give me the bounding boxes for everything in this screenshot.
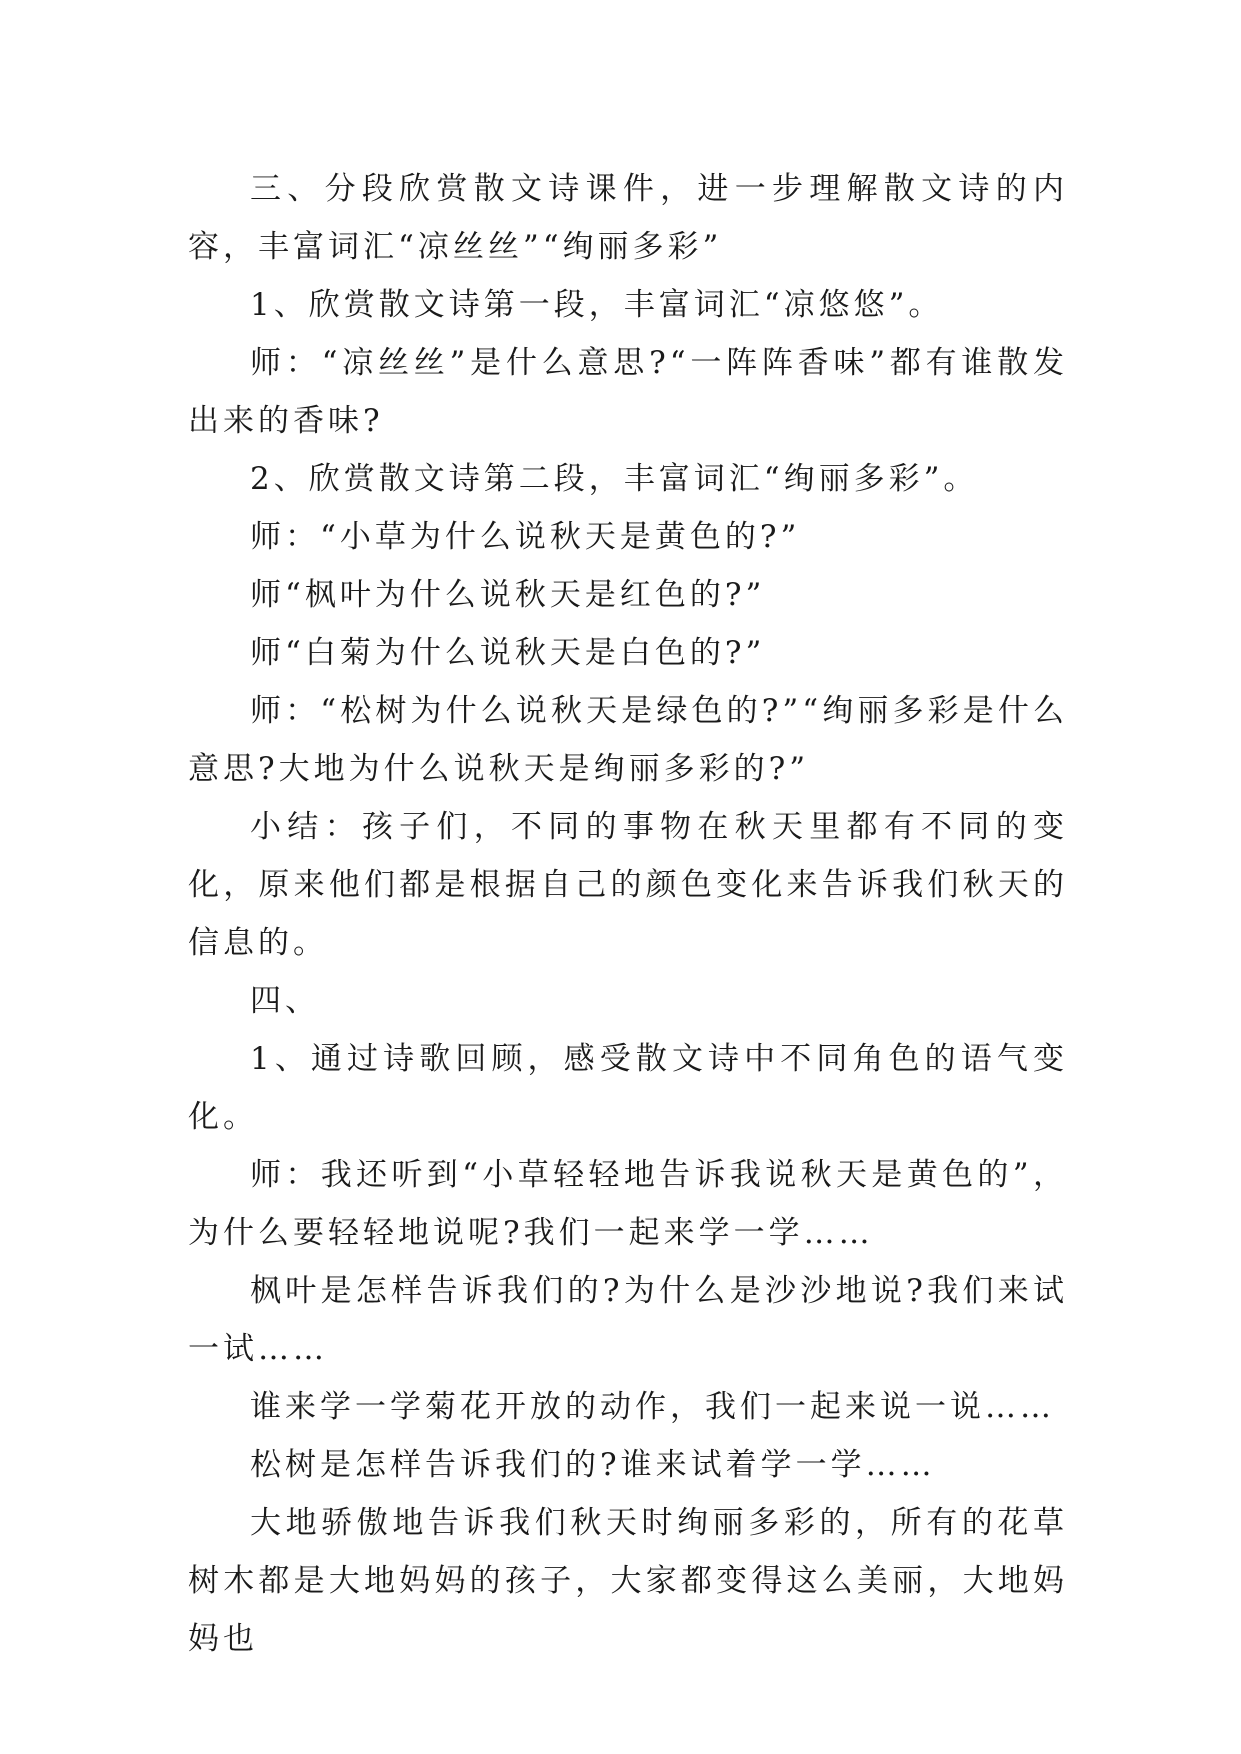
paragraph-section-four-heading: 四、 (250, 983, 320, 1019)
paragraph-teacher-grass-softly: 师：我还听到“小草轻轻地告诉我说秋天是黄色的”，为什么要轻轻地说呢?我们一起来学一学…… (188, 1157, 1068, 1251)
paragraph-teacher-question-pine: 师：“松树为什么说秋天是绿色的?”“绚丽多彩是什么意思?大地为什么说秋天是绚丽多彩的?” (188, 693, 1068, 787)
paragraph-step-1-review: 1、通过诗歌回顾，感受散文诗中不同角色的语气变化。 (188, 1041, 1068, 1135)
paragraph-summary: 小结：孩子们，不同的事物在秋天里都有不同的变化，原来他们都是根据自己的颜色变化来告诉我们秋天的信息的。 (188, 809, 1068, 961)
paragraph-chrysanthemum-action: 谁来学一学菊花开放的动作，我们一起来说一说…… (250, 1389, 1055, 1425)
paragraph-pine-tree: 松树是怎样告诉我们的?谁来试着学一学…… (250, 1447, 936, 1483)
paragraph-step-1-first-stanza: 1、欣赏散文诗第一段，丰富词汇“凉悠悠”。 (250, 287, 944, 323)
paragraph-section-three-heading: 三、分段欣赏散文诗课件，进一步理解散文诗的内容，丰富词汇“凉丝丝”“绚丽多彩” (188, 171, 1068, 265)
paragraph-teacher-question-grass: 师：“小草为什么说秋天是黄色的?” (250, 519, 801, 555)
paragraph-teacher-question-cool: 师：“凉丝丝”是什么意思?“一阵阵香味”都有谁散发出来的香味? (188, 345, 1068, 439)
paragraph-teacher-question-chrysanthemum: 师“白菊为什么说秋天是白色的?” (250, 635, 766, 671)
paragraph-step-2-second-stanza: 2、欣赏散文诗第二段，丰富词汇“绚丽多彩”。 (250, 461, 979, 497)
document-body (188, 160, 1068, 1668)
paragraph-earth-proud: 大地骄傲地告诉我们秋天时绚丽多彩的，所有的花草树木都是大地妈妈的孩子，大家都变得这么美丽，大地妈妈也 (188, 1505, 1068, 1657)
paragraph-maple-rustling: 枫叶是怎样告诉我们的?为什么是沙沙地说?我们来试一试…… (188, 1273, 1068, 1367)
paragraph-teacher-question-maple: 师“枫叶为什么说秋天是红色的?” (250, 577, 766, 613)
